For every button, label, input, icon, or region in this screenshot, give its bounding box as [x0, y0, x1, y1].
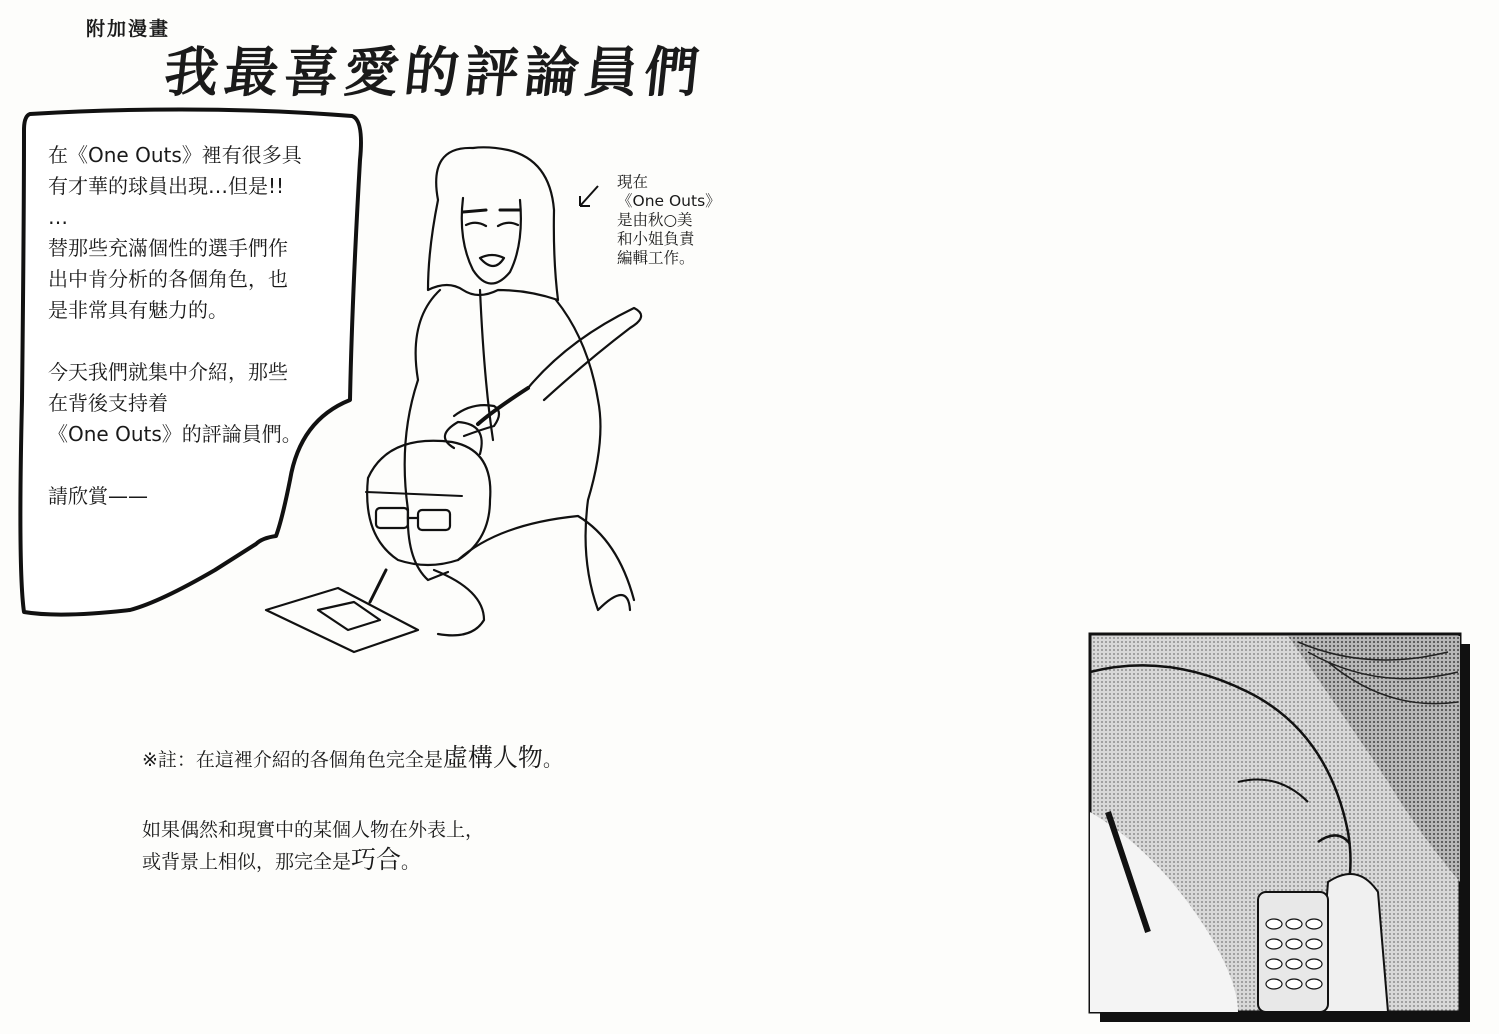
editor-illustration [258, 140, 658, 660]
disclaimer-suffix: 。 [542, 749, 562, 771]
coincidence-suffix: 。 [401, 851, 421, 873]
disclaimer-emphasis: 虛構人物 [442, 743, 543, 772]
disclaimer-prefix: ※註：在這裡介紹的各個角色完全是 [142, 749, 443, 771]
coincidence-prefix: 或背景上相似，那完全是 [142, 851, 352, 873]
manga-panel-phone-call [1088, 632, 1472, 1024]
comic-title: 我最喜愛的評論員們 [161, 40, 708, 104]
editor-note: 現在 《One Outs》 是由秋○美 和小姐負責 編輯工作。 [617, 173, 721, 267]
comic-subtitle: 附加漫畫 [86, 18, 171, 40]
coincidence-emphasis: 巧合 [351, 845, 402, 874]
coincidence-line-1: 如果偶然和現實中的某個人物在外表上， [142, 819, 485, 841]
fiction-disclaimer [142, 738, 562, 774]
pointer-arrow-icon [574, 182, 604, 212]
coincidence-disclaimer [142, 816, 484, 877]
bubble-text: 在《One Outs》裡有很多具 有才華的球員出現…但是!! … 替那些充滿個性的選手們作 出中肯分析的各個角色，也 是非常具有魅力的。 今天我們就集中介紹，那些 在背後支持着 《One Outs》的評論員們。 請欣賞—— [48, 143, 302, 508]
coincidence-line-2 [142, 845, 484, 877]
